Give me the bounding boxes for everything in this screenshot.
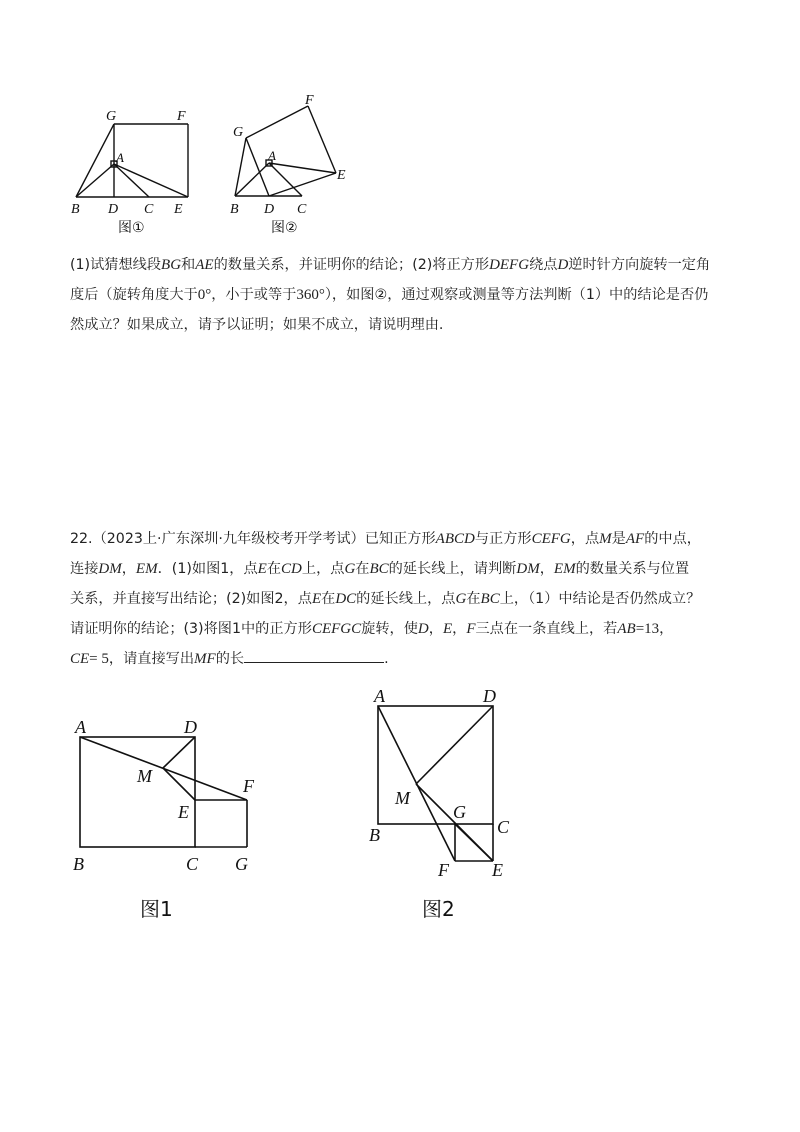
text-fragment: DM [516, 561, 540, 577]
text-fragment: BG [161, 257, 182, 273]
label-B: B [73, 854, 84, 874]
text-fragment: ， [121, 561, 136, 577]
text-fragment: E [257, 561, 267, 577]
label-B: B [71, 202, 80, 217]
text-fragment: G [344, 561, 356, 577]
label-C: C [144, 202, 154, 217]
text-line [70, 556, 750, 582]
label-D: D [184, 717, 197, 737]
figure-1-top [60, 100, 210, 240]
text-fragment: 与正方形 [474, 531, 532, 547]
text-fragment: ， [452, 621, 467, 637]
segment [269, 163, 336, 173]
text-fragment: 在 [355, 561, 370, 577]
text-fragment: = 5 [89, 651, 109, 667]
text-fragment: DEFG [489, 257, 530, 273]
segment [114, 164, 149, 197]
question-number: 22. [70, 531, 93, 547]
question-22-text [70, 526, 750, 672]
text-fragment: 请证明你的结论；(3)将图1中的正方形 [70, 621, 312, 637]
text-fragment: ），如图②，通过观察或测量等方法判断（1）中的结论是否仍 [324, 287, 709, 303]
text-fragment: （2023上·广东深圳·九年级校考开学考试）已知正方形 [92, 531, 436, 547]
label-C: C [297, 202, 307, 217]
segment [308, 106, 336, 173]
label-A: A [75, 717, 86, 737]
text-fragment: DC [335, 591, 357, 607]
label-B: B [369, 825, 380, 845]
text-fragment: ， [428, 621, 443, 637]
label-A: A [116, 150, 124, 165]
text-fragment: 的数量关系，并证明你的结论；(2)将正方形 [213, 257, 490, 273]
text-fragment: 的长 [215, 651, 245, 667]
text-fragment: CE [70, 651, 90, 667]
label-E: E [174, 202, 183, 217]
text-fragment: CEFG [531, 531, 571, 547]
segment [114, 164, 188, 197]
segment [163, 737, 195, 768]
caption: 图① [118, 220, 145, 236]
text-fragment: ，请直接写出 [108, 651, 195, 667]
text-fragment: 是 [611, 531, 626, 547]
label-D: D [108, 202, 119, 217]
text-fragment: =13 [635, 621, 660, 637]
label-E: E [492, 860, 503, 880]
text-fragment: C [351, 621, 362, 637]
text-line [70, 616, 750, 642]
caption: 图② [271, 220, 298, 236]
label-C: C [497, 817, 510, 837]
text-fragment: (1)试猜想线段 [70, 257, 162, 273]
text-fragment: AB [617, 621, 636, 637]
text-line [70, 312, 740, 338]
figure-2-bottom [360, 680, 540, 930]
label-A: A [374, 686, 385, 706]
segment [163, 768, 195, 800]
segment [76, 124, 114, 197]
caption: 图1 [140, 897, 173, 921]
label-G: G [235, 854, 248, 874]
text-fragment: MF [194, 651, 216, 667]
text-fragment: 的延长线上，请判断 [388, 561, 517, 577]
label-A: A [268, 148, 276, 163]
text-fragment: . [384, 651, 389, 667]
label-G: G [453, 802, 466, 822]
text-fragment: 0° [197, 287, 212, 303]
text-fragment: 在 [266, 561, 282, 577]
text-fragment: 上，（1）中结论是否仍然成立？ [499, 591, 701, 607]
figure-1-bottom [60, 700, 290, 930]
text-fragment: CD [281, 561, 302, 577]
label-E: E [178, 802, 189, 822]
text-fragment: 在 [321, 591, 336, 607]
text-fragment: F [466, 621, 476, 637]
figure-2-top [225, 92, 355, 242]
text-line [70, 282, 740, 308]
text-fragment: ．(1)如图1，点 [157, 561, 258, 577]
text-fragment: 连接 [70, 561, 99, 577]
text-fragment: E [311, 591, 322, 607]
text-fragment: 关系，并直接写出结论；(2)如图2，点 [70, 591, 312, 607]
text-fragment: AE [195, 257, 214, 273]
text-line [70, 586, 750, 612]
label-F: F [305, 93, 314, 108]
text-fragment: 的数量关系与位置 [575, 561, 690, 577]
text-fragment: D [557, 257, 569, 273]
label-D: D [483, 686, 496, 706]
label-M: M [137, 766, 152, 786]
text-fragment: EM [135, 561, 158, 577]
text-line [70, 526, 750, 552]
text-fragment: DM [98, 561, 122, 577]
segment [76, 164, 114, 197]
text-fragment: ， [539, 561, 554, 577]
text-fragment: G [455, 591, 467, 607]
text-fragment: AF [625, 531, 645, 547]
label-C: C [186, 854, 199, 874]
text-fragment: 然成立？如果成立，请予以证明；如果不成立，请说明理由. [70, 317, 444, 333]
label-F: F [177, 109, 186, 124]
text-fragment: 在 [466, 591, 481, 607]
label-E: E [337, 168, 346, 183]
segment [246, 106, 308, 138]
text-fragment: 度后（旋转角度大于 [70, 287, 198, 303]
text-fragment: BC [480, 591, 500, 607]
text-fragment: 绕点 [529, 257, 558, 273]
caption: 图2 [422, 897, 455, 921]
label-B: B [230, 202, 239, 217]
text-fragment: M [599, 531, 612, 547]
text-fragment: EM [553, 561, 576, 577]
text-fragment: 的延长线上，点 [356, 591, 456, 607]
text-fragment: 上，点 [301, 561, 345, 577]
label-F: F [243, 776, 254, 796]
text-fragment: BC [369, 561, 389, 577]
text-fragment: ，点 [570, 531, 600, 547]
text-fragment: 逆时针方向旋转一定角 [568, 257, 711, 273]
segment [269, 173, 336, 196]
label-M: M [395, 788, 410, 808]
text-line [70, 252, 740, 278]
answer-blank[interactable] [244, 648, 384, 663]
text-line [70, 646, 750, 672]
label-G: G [106, 109, 117, 124]
text-fragment: ， [659, 621, 674, 637]
label-F: F [438, 860, 449, 880]
text-fragment: CEFG [311, 621, 352, 637]
question-21-text [70, 252, 740, 338]
text-fragment: 360° [296, 287, 325, 303]
text-fragment: ，小于或等于 [211, 287, 297, 303]
text-fragment: 旋转，使 [361, 621, 418, 637]
text-fragment: 的中点， [644, 531, 701, 547]
text-fragment: 三点在一条直线上，若 [475, 621, 618, 637]
text-fragment: 和 [181, 257, 196, 273]
segment [416, 706, 493, 784]
text-fragment: ABCD [435, 531, 475, 547]
label-D: D [264, 202, 275, 217]
text-fragment: D [417, 621, 429, 637]
label-G: G [233, 125, 244, 140]
text-fragment: E [442, 621, 453, 637]
